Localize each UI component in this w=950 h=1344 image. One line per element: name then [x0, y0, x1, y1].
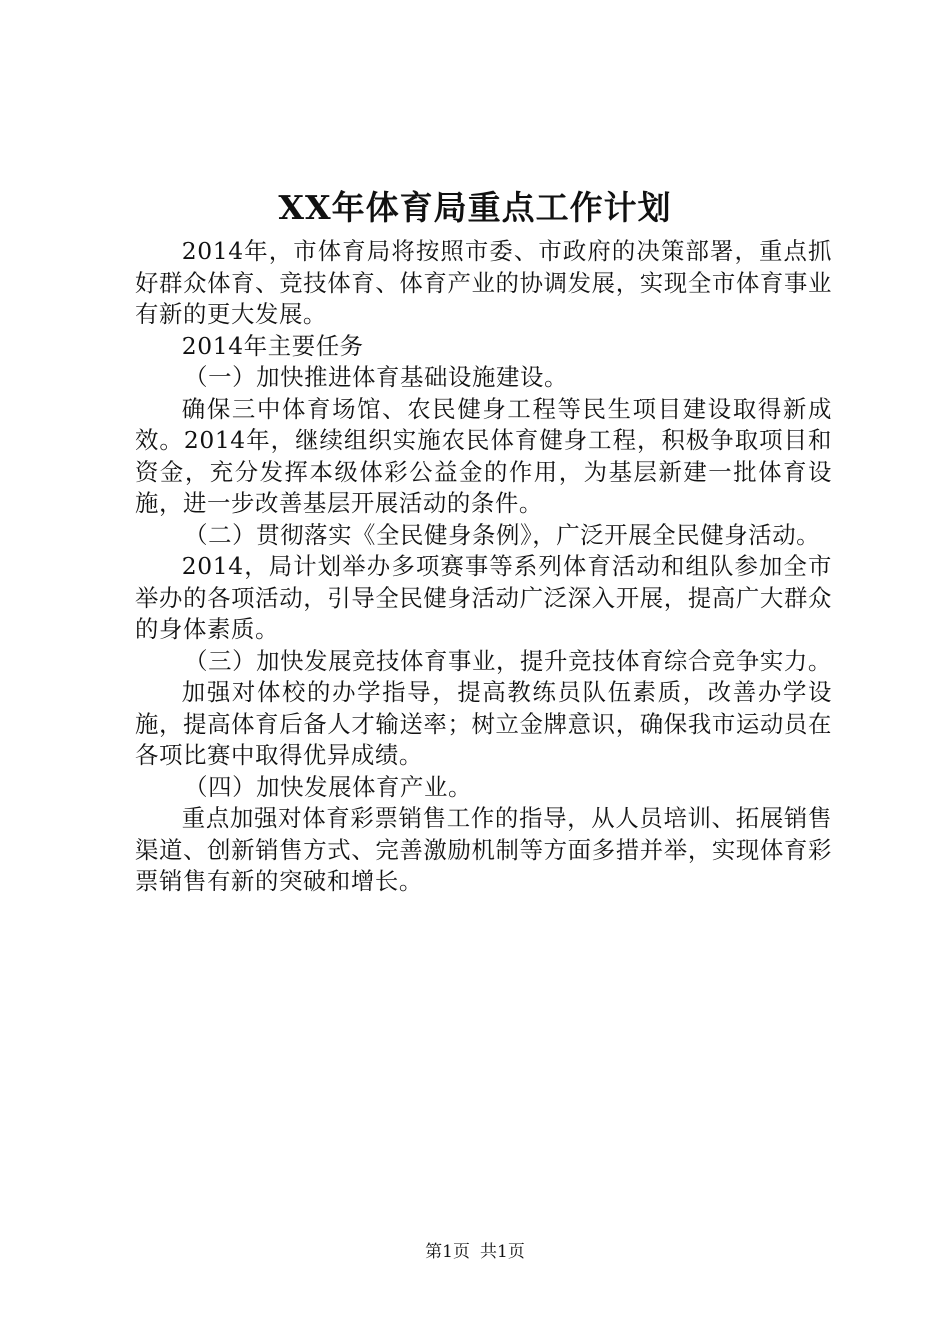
- task-heading-4: （四）加快发展体育产业。: [184, 772, 473, 801]
- task-paragraph-4: 重点加强对体育彩票销售工作的指导，从人员培训、拓展销售渠道、创新销售方式、完善激励机制等方面多措并举，实现体育彩票销售有新的突破和增长。: [135, 804, 832, 895]
- page-footer: [0, 1240, 950, 1264]
- section-heading: 2014年主要任务: [181, 331, 364, 360]
- task-paragraph-2: 2014，局计划举办多项赛事等系列体育活动和组队参加全市举办的各项活动，引导全民健身活动广泛深入开展，提高广大群众的身体素质。: [135, 552, 832, 643]
- intro-paragraph: 2014年，市体育局将按照市委、市政府的决策部署，重点抓好群众体育、竞技体育、体育产业的协调发展，实现全市体育事业有新的更大发展。: [135, 237, 832, 328]
- task-paragraph-3: 加强对体校的办学指导，提高教练员队伍素质，改善办学设施，提高体育后备人才输送率；树立金牌意识，确保我市运动员在各项比赛中取得优异成绩。: [135, 678, 832, 769]
- task-heading-1: （一）加快推进体育基础设施建设。: [184, 363, 568, 391]
- task-heading-2: （二）贯彻落实《全民健身条例》，广泛开展全民健身活动。: [184, 520, 821, 549]
- page-number: 第1页: [425, 1242, 470, 1262]
- task-heading-3: （三）加快发展竞技体育事业，提升竞技体育综合竞争实力。: [184, 646, 832, 675]
- document-body: [135, 236, 832, 898]
- document-title: XX年体育局重点工作计划: [278, 188, 672, 227]
- task-paragraph-1: 确保三中体育场馆、农民健身工程等民生项目建设取得新成效。2014年，继续组织实施农民体育健身工程，积极争取项目和资金，充分发挥本级体彩公益金的作用，为基层新建一批体育设施，进一步改善基层开展活动的条件。: [135, 394, 832, 517]
- page-total: 共1页: [480, 1242, 525, 1262]
